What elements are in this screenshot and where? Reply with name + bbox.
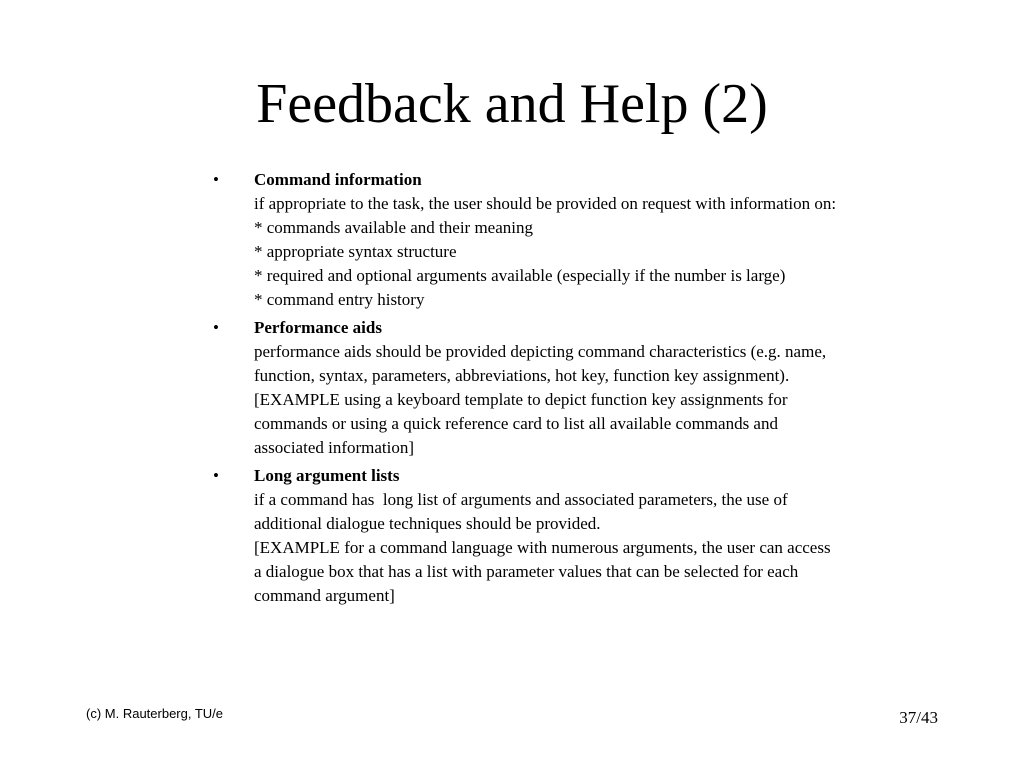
bullet-text-line: * appropriate syntax structure [254,242,457,261]
slide-title: Feedback and Help (2) [256,73,768,135]
footer-copyright: (c) M. Rauterberg, TU/e [86,706,224,721]
bullet-text-line: [EXAMPLE for a command language with numerous arguments, the user can access [254,538,831,557]
bullet-text-line: command argument] [254,586,395,605]
bullet-heading: Long argument lists [254,466,400,485]
bullet-list [210,168,970,612]
bullet-long-argument-lists [210,464,970,608]
bullet-heading: Command information [254,170,422,189]
bullet-command-information [210,168,970,312]
bullet-text-line: [EXAMPLE using a keyboard template to depict function key assignments for [254,390,788,409]
bullet-text-line: commands or using a quick reference card to list all available commands and [254,414,778,433]
bullet-heading: Performance aids [254,318,382,337]
bullet-dot-icon: • [213,466,219,485]
bullet-text-line: * required and optional arguments available (especially if the number is large) [254,266,786,285]
bullet-performance-aids [210,316,970,460]
bullet-text-line: if appropriate to the task, the user should be provided on request with information on: [254,194,837,213]
bullet-dot-icon: • [213,318,219,337]
bullet-text-line: * command entry history [254,290,425,309]
bullet-dot-icon: • [213,170,219,189]
bullet-text-line: a dialogue box that has a list with parameter values that can be selected for each [254,562,799,581]
bullet-text-line: performance aids should be provided depicting command characteristics (e.g. name, [254,342,827,361]
bullet-text-line: associated information] [254,438,415,457]
bullet-text-line: function, syntax, parameters, abbreviations, hot key, function key assignment). [254,366,790,385]
bullet-text-line: if a command has long list of arguments and associated parameters, the use of [254,490,788,509]
bullet-text-line: * commands available and their meaning [254,218,533,237]
bullet-text-line: additional dialogue techniques should be provided. [254,514,601,533]
page-number: 37/43 [899,708,938,727]
